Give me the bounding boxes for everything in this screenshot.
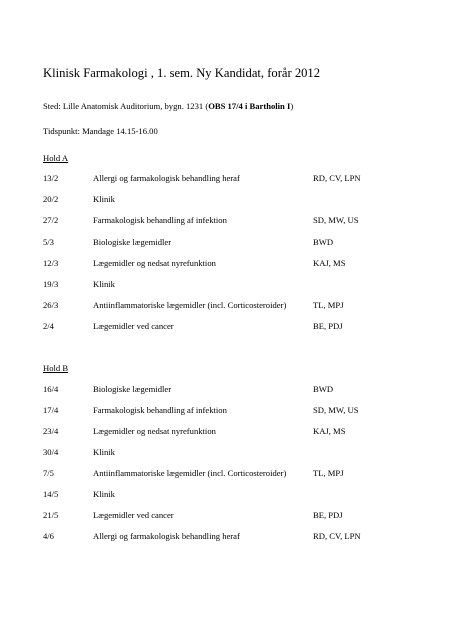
row-date: 16/4 (43, 384, 59, 394)
row-subject: Klinik (93, 279, 115, 289)
row-subject: Klinik (93, 194, 115, 204)
table-row (43, 215, 413, 227)
table-row (43, 468, 413, 480)
row-date: 26/3 (43, 300, 59, 310)
row-initials: RD, CV, LPN (313, 531, 361, 541)
table-row (43, 279, 413, 291)
row-subject: Farmakologisk behandling af infektion (93, 215, 227, 225)
table-row (43, 510, 413, 522)
row-date: 20/2 (43, 194, 59, 204)
row-subject: Klinik (93, 489, 115, 499)
row-initials: KAJ, MS (313, 258, 346, 268)
row-date: 19/3 (43, 279, 59, 289)
table-row (43, 173, 413, 185)
row-date: 17/4 (43, 405, 59, 415)
table-row (43, 300, 413, 312)
row-initials: TL, MPJ (313, 468, 344, 478)
row-date: 4/6 (43, 531, 54, 541)
row-date: 7/5 (43, 468, 54, 478)
row-date: 14/5 (43, 489, 59, 499)
row-date: 30/4 (43, 447, 59, 457)
row-initials: BE, PDJ (313, 510, 343, 520)
table-row (43, 447, 413, 459)
row-initials: BWD (313, 237, 334, 247)
table-row (43, 489, 413, 501)
row-date: 12/3 (43, 258, 59, 268)
row-date: 5/3 (43, 237, 54, 247)
row-subject: Allergi og farmakologisk behandling heraf (93, 173, 240, 183)
table-row (43, 405, 413, 417)
location-line (43, 101, 293, 111)
table-row (43, 531, 413, 543)
location-note: OBS 17/4 i Bartholin I (208, 101, 291, 111)
group-label-hold-b: Hold B (43, 363, 69, 373)
row-subject: Lægemidler og nedsat nyrefunktion (93, 426, 216, 436)
row-initials: RD, CV, LPN (313, 173, 361, 183)
row-subject: Allergi og farmakologisk behandling heraf (93, 531, 240, 541)
row-subject: Biologiske lægemidler (93, 384, 172, 394)
group-label-hold-a: Hold A (43, 153, 69, 163)
location-prefix: Sted: Lille Anatomisk Auditorium, bygn. 1231 ( (43, 101, 209, 111)
row-date: 27/2 (43, 215, 59, 225)
row-initials: BE, PDJ (313, 321, 343, 331)
row-date: 21/5 (43, 510, 59, 520)
row-initials: TL, MPJ (313, 300, 344, 310)
location-suffix: ) (290, 101, 294, 111)
row-subject: Lægemidler og nedsat nyrefunktion (93, 258, 216, 268)
row-initials: KAJ, MS (313, 426, 346, 436)
row-subject: Antiinflammatoriske lægemidler (incl. Corticosteroider) (93, 300, 287, 310)
table-row (43, 384, 413, 396)
row-subject: Lægemidler ved cancer (93, 510, 174, 520)
row-subject: Lægemidler ved cancer (93, 321, 174, 331)
row-date: 13/2 (43, 173, 59, 183)
row-date: 2/4 (43, 321, 54, 331)
row-subject: Farmakologisk behandling af infektion (93, 405, 227, 415)
table-row (43, 321, 413, 333)
table-row (43, 258, 413, 270)
row-initials: SD, MW, US (313, 405, 359, 415)
row-initials: BWD (313, 384, 334, 394)
table-row (43, 426, 413, 438)
row-date: 23/4 (43, 426, 59, 436)
table-row (43, 194, 413, 206)
row-subject: Biologiske lægemidler (93, 237, 172, 247)
document-title: Klinisk Farmakologi , 1. sem. Ny Kandidat, forår 2012 (43, 66, 321, 80)
row-initials: SD, MW, US (313, 215, 359, 225)
time-line: Tidspunkt: Mandage 14.15-16.00 (43, 126, 158, 136)
row-subject: Klinik (93, 447, 115, 457)
table-row (43, 237, 413, 249)
row-subject: Antiinflammatoriske lægemidler (incl. Corticosteroider) (93, 468, 287, 478)
